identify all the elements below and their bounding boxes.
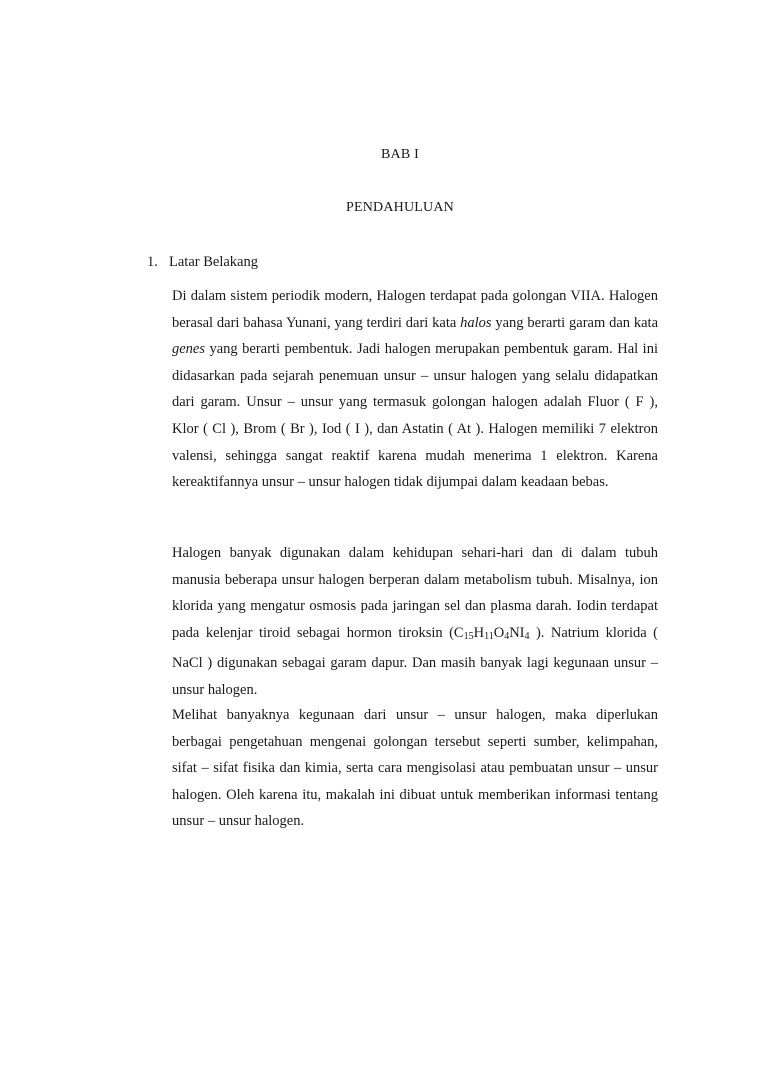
formula-element: O [493, 624, 505, 641]
paragraph-1-text-b: yang berarti garam dan kata [491, 314, 658, 331]
formula-element: H [473, 624, 485, 641]
paragraph-2-text-a: Halogen banyak digunakan dalam kehidupan sehari-hari dan di dalam tubuh manusia beberapa unsur halogen berperan dalam metabolism tubuh. Misalnya, ion klorida yang mengatur osmosis pada jaringan sel dan plasma darah. Iodin terdapat pada kelenjar tiroid sebagai hormon tiroksin (C [172, 545, 658, 641]
section-heading [147, 254, 258, 271]
term-halos: halos [460, 314, 492, 331]
formula-subscript: 4 [504, 630, 510, 642]
formula-subscript: 15 [463, 630, 474, 642]
formula-subscript: 4 [524, 630, 530, 642]
section-title: Latar Belakang [169, 254, 258, 270]
paragraph-1-text-c: yang berarti pembentuk. Jadi halogen merupakan pembentuk garam. Hal ini didasarkan pada sejarah penemuan unsur – unsur halogen yang selalu didapatkan dari garam. Unsur – unsur yang termasuk golongan halogen adalah Fluor ( F ), Klor ( Cl ), Brom ( Br ), Iod ( I ), dan Astatin ( At ). Halogen memiliki 7 elektron valensi, sehingga sangat reaktif karena mudah menerima 1 elektron. Karena kereaktifannya unsur – unsur halogen tidak dijumpai dalam keadaan bebas. [172, 341, 658, 491]
formula-element: NI [509, 624, 525, 641]
chapter-title: PENDAHULUAN [346, 200, 454, 215]
formula-subscript: 11 [484, 630, 494, 642]
paragraph-1-text-a: Di dalam sistem periodik modern, Halogen terdapat pada golongan VIIA. Halogen berasal dari bahasa Yunani, yang terdiri dari kata [172, 288, 658, 331]
paragraph-3: Melihat banyaknya kegunaan dari unsur – unsur halogen, maka diperlukan berbagai pengetahuan mengenai golongan tersebut seperti sumber, kelimpahan, sifat – sifat fisika dan kimia, serta cara mengisolasi atau pembuatan unsur – unsur halogen. Oleh karena itu, makalah ini dibuat untuk memberikan informasi tentang unsur – unsur halogen. [172, 707, 658, 830]
paragraph-2 [172, 540, 658, 704]
paragraph-1 [172, 283, 658, 496]
section-number: 1. [147, 254, 158, 270]
chapter-heading: BAB I [381, 147, 419, 162]
paragraph-2-text-b: ). Natrium klorida ( NaCl ) digunakan sebagai garam dapur. Dan masih banyak lagi kegunaan unsur – unsur halogen. [172, 624, 658, 698]
term-genes: genes [172, 341, 206, 358]
